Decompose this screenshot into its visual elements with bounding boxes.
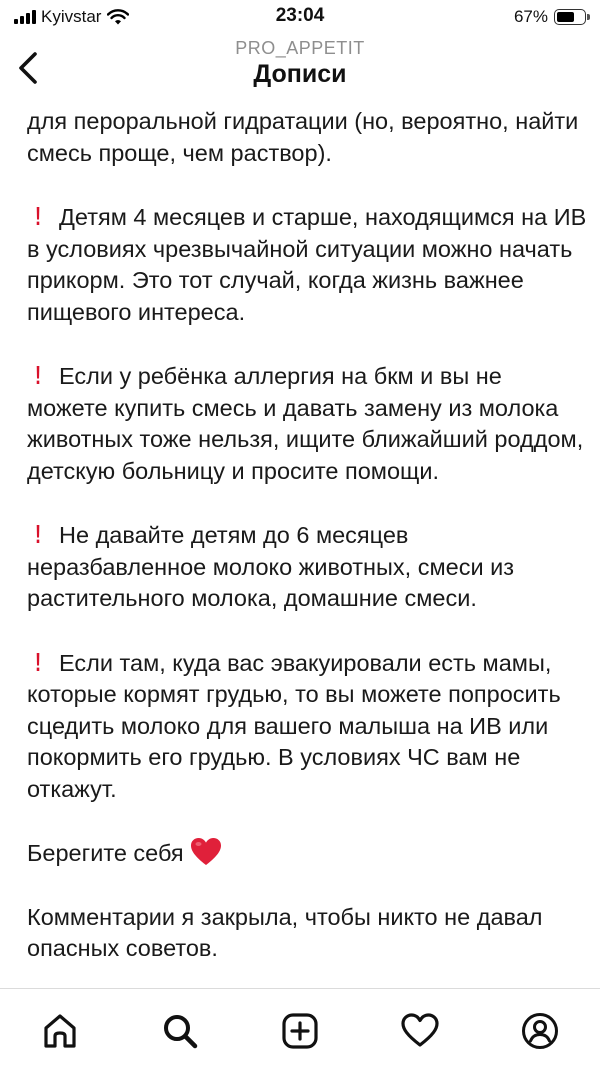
paragraph-text: Детям 4 месяцев и старше, находящимся на ИВ в условиях чрезвычайной ситуации можно начать прикорм. Это тот случай, когда жизнь важнее пищевого интереса. (27, 204, 587, 325)
red-heart-icon (190, 837, 222, 867)
activity-heart-icon (400, 1012, 440, 1050)
status-bar (0, 0, 600, 36)
exclamation-icon: ! (34, 201, 42, 231)
paragraph-text: Берегите себя (27, 840, 184, 866)
tab-search[interactable] (156, 1011, 204, 1051)
battery-icon (554, 9, 586, 25)
paragraph-text: Если у ребёнка аллергия на бкм и вы не можете купить смесь и давать замену из молока животных тоже нельзя, ищите ближайший роддом, детскую больницу и просите помощи. (27, 363, 584, 484)
paragraph (27, 519, 587, 615)
battery-percent: 67% (513, 7, 548, 26)
post-caption (0, 102, 600, 988)
exclamation-icon: ! (34, 646, 42, 677)
home-icon (41, 1012, 79, 1050)
account-name: PRO_APPETIT (235, 38, 365, 58)
search-icon (161, 1012, 199, 1050)
header (0, 36, 600, 102)
exclamation-icon: ! (34, 519, 42, 549)
paragraph (27, 106, 587, 169)
add-post-icon (281, 1012, 319, 1050)
caption-text (27, 106, 587, 988)
paragraph-text: Комментарии я закрыла, чтобы никто не давал опасных советов. (27, 903, 543, 961)
paragraph (27, 360, 587, 487)
tab-new-post[interactable] (276, 1011, 324, 1051)
tab-profile[interactable] (516, 1011, 564, 1051)
paragraph (27, 647, 587, 806)
page-title: Дописи (253, 60, 347, 88)
paragraph-text: Не давайте детям до 6 месяцев неразбавленное молоко животных, смеси из растительного молока, домашние смеси. (27, 522, 515, 611)
paragraph (27, 902, 587, 965)
tab-bar (0, 988, 600, 1066)
clock: 23:04 (275, 5, 325, 26)
tab-home[interactable] (36, 1011, 84, 1051)
profile-icon (521, 1012, 559, 1050)
carrier-name: Kyivstar (41, 7, 102, 26)
paragraph (27, 201, 587, 328)
battery-level (557, 12, 574, 22)
tab-activity[interactable] (396, 1011, 444, 1051)
paragraph-text: для пероральной гидратации (но, вероятно, найти смесь проще, чем раствор). (27, 108, 579, 166)
exclamation-icon: ! (34, 360, 42, 390)
status-right (514, 6, 586, 28)
paragraph-text: Если там, куда вас эвакуировали есть мамы, которые кормят грудью, то вы можете попросить сцедить молоко для вашего малыша на ИВ или покормить его грудью. В условиях ЧС вам не откажут. (27, 649, 561, 802)
paragraph (27, 837, 587, 870)
